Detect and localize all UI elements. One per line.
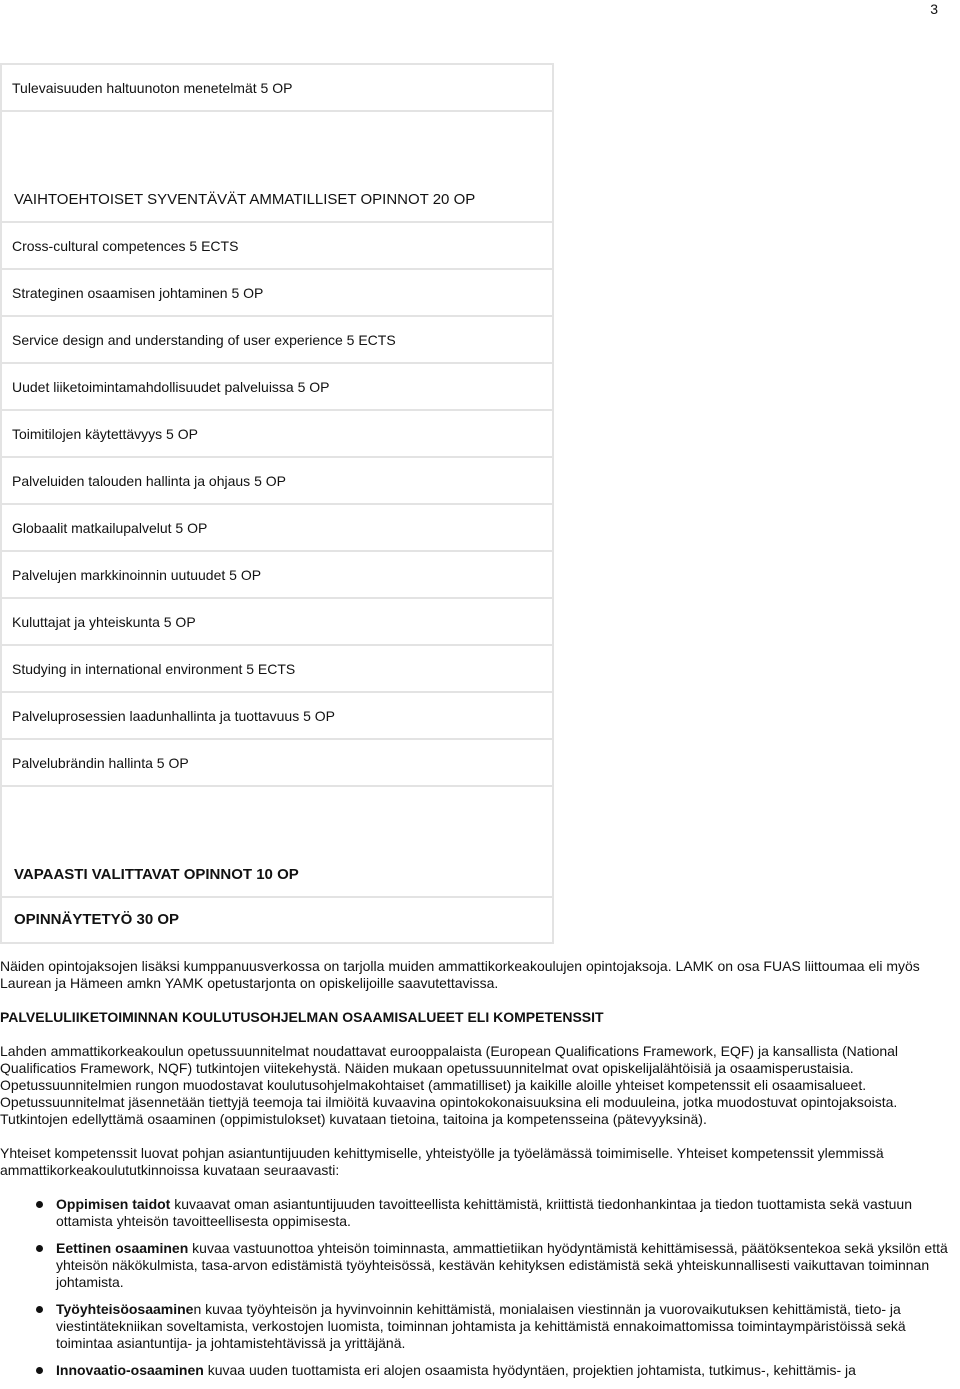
table-row bbox=[1, 504, 553, 551]
table-row bbox=[1, 598, 553, 645]
list-item bbox=[0, 1196, 952, 1230]
competence-description: kuvaavat oman asiantuntijuuden tavoitteellista kehittämistä, kriittistä tiedonhankintaa ja tiedon tuottamista sekä vastuun ottamista yhteisön tavoitteellisesta oppimisesta. bbox=[56, 1196, 912, 1229]
course-cell: Strateginen osaamisen johtaminen 5 OP bbox=[1, 269, 553, 316]
table-row bbox=[1, 457, 553, 504]
course-cell: Globaalit matkailupalvelut 5 OP bbox=[1, 504, 553, 551]
thesis-heading: OPINNÄYTETYÖ 30 OP bbox=[1, 897, 553, 943]
course-cell: Cross-cultural competences 5 ECTS bbox=[1, 222, 553, 269]
course-cell: Palvelujen markkinoinnin uutuudet 5 OP bbox=[1, 551, 553, 598]
competence-paragraph-2: Yhteiset kompetenssit luovat pohjan asiantuntijuuden kehittymiselle, yhteistyölle ja työelämässä toimimiselle. Yhteiset kompetenssit ylemmissä ammattikorkeakoulututkinnoissa kuvataan seuraavasti: bbox=[0, 1145, 884, 1178]
table-row bbox=[1, 897, 553, 943]
competence-description: kuvaa uuden tuottamista eri alojen osaamista hyödyntäen, projektien johtamista, tutkimus-, kehittämis- ja bbox=[203, 1362, 856, 1378]
table-row bbox=[1, 222, 553, 269]
course-cell: Palveluprosessien laadunhallinta ja tuottavuus 5 OP bbox=[1, 692, 553, 739]
course-cell: Palvelubrändin hallinta 5 OP bbox=[1, 739, 553, 786]
table-row bbox=[1, 551, 553, 598]
bullet-icon bbox=[36, 1245, 43, 1252]
elective-studies-heading: VAIHTOEHTOISET SYVENTÄVÄT AMMATILLISET OPINNOT 20 OP bbox=[1, 111, 553, 222]
course-cell: Kuluttajat ja yhteiskunta 5 OP bbox=[1, 598, 553, 645]
competence-term: Eettinen osaaminen bbox=[56, 1240, 189, 1256]
competence-list bbox=[0, 1196, 952, 1389]
intro-paragraph: Näiden opintojaksojen lisäksi kumppanuusverkossa on tarjolla muiden ammattikorkeakoulujen opintojaksoja. LAMK on osa FUAS liittoumaa eli myös Laurean ja Hämeen amkn YAMK opetustarjonta on opiskelijoille saavutettavissa. bbox=[0, 958, 920, 991]
course-cell: Service design and understanding of user experience 5 ECTS bbox=[1, 316, 553, 363]
bullet-icon bbox=[36, 1367, 43, 1374]
table-row bbox=[1, 363, 553, 410]
page-number: 3 bbox=[930, 1, 938, 17]
course-cell: Palveluiden talouden hallinta ja ohjaus 5 OP bbox=[1, 457, 553, 504]
competence-term: Oppimisen taidot bbox=[56, 1196, 171, 1212]
course-cell: Studying in international environment 5 ECTS bbox=[1, 645, 553, 692]
table-row bbox=[1, 316, 553, 363]
table-row bbox=[1, 269, 553, 316]
competence-term: Työyhteisöosaamine bbox=[56, 1301, 194, 1317]
table-row bbox=[1, 739, 553, 786]
table-row bbox=[1, 64, 553, 111]
list-item bbox=[0, 1240, 952, 1291]
competence-heading: PALVELULIIKETOIMINNAN KOULUTUSOHJELMAN OSAAMISALUEET ELI KOMPETENSSIT bbox=[0, 1009, 604, 1025]
course-table bbox=[0, 63, 554, 944]
competence-paragraph-1: Lahden ammattikorkeakoulun opetussuunnitelmat noudattavat eurooppalaista (European Qualifications Framework, EQF) ja kansallista (National Qualificatios Framework, NQF) tutkintojen viitekehystä. Näiden mukaan opetussuunnitelmat ovat opiskelijalähtöisiä ja osaamisperustaisia. Opetussuunnitelmien rungon muodostavat koulutusohjelmakohtaiset (ammatilliset) ja kaikille aloille yhteiset kompetenssit eli osaamisalueet. Opetussuunnitelmat jäsennetään tiettyjä teemoja tai ilmiöitä kuvaavina opintokokonaisuuksina eli moduuleina, jotka muodostuvat opintojaksoista. Tutkintojen edellyttämä osaaminen (oppimistulokset) kuvataan tietoina, taitoina ja kompetensseina (pätevyyksinä). bbox=[0, 1043, 899, 1127]
free-choice-studies-heading: VAPAASTI VALITTAVAT OPINNOT 10 OP bbox=[1, 786, 553, 897]
table-row bbox=[1, 111, 553, 222]
course-cell: Uudet liiketoimintamahdollisuudet palveluissa 5 OP bbox=[1, 363, 553, 410]
course-cell: Tulevaisuuden haltuunoton menetelmät 5 OP bbox=[1, 64, 553, 111]
competence-term: Innovaatio-osaaminen bbox=[56, 1362, 204, 1378]
table-row bbox=[1, 786, 553, 897]
course-cell: Toimitilojen käytettävyys 5 OP bbox=[1, 410, 553, 457]
table-row bbox=[1, 410, 553, 457]
table-row bbox=[1, 692, 553, 739]
list-item bbox=[0, 1301, 952, 1352]
bullet-icon bbox=[36, 1201, 43, 1208]
bullet-icon bbox=[36, 1306, 43, 1313]
table-row bbox=[1, 645, 553, 692]
list-item bbox=[0, 1362, 952, 1379]
competence-description: n kuvaa työyhteisön ja hyvinvoinnin kehittämistä, monialaisen viestinnän ja vuorovaikutuksen kehittämistä, tieto- ja viestintätekniikan soveltamista, verkostojen luomista, toiminnan johtamista ja kehittämistä ennakoimattomissa toimintaympäristöissä sekä toimintaa asiantuntija- ja johtamistehtävissä ja yrittäjänä. bbox=[56, 1301, 906, 1351]
competence-description: kuvaa vastuunottoa yhteisön toiminnasta, ammattietiikan hyödyntämistä kehittämisessä, päätöksentekoa sekä yksilön että yhteisön näkökulmista, tasa-arvon edistämistä työyhteisössä, kestävän kehityksen edistämistä sekä yhteiskunnallisesti vaikuttavan toiminnan johtamista. bbox=[56, 1240, 948, 1290]
